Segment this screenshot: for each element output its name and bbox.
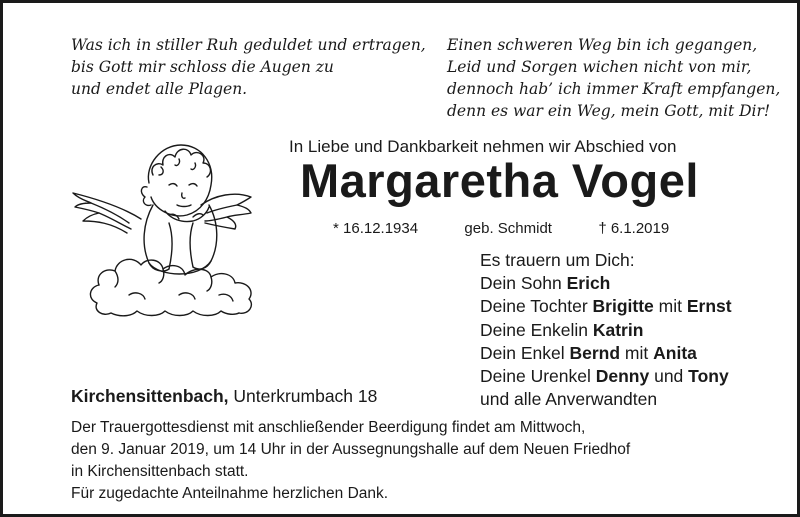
poem-line: Was ich in stiller Ruh geduldet und ertragen, [71,36,426,54]
poem-line: Einen schweren Weg bin ich gegangen, [447,36,758,54]
list-item [480,319,732,342]
mourner-name: Tony [688,366,729,387]
list-item [480,342,732,365]
list-item [480,365,732,388]
connector-text: und [649,366,689,387]
maiden-name: geb. Schmidt [464,220,552,237]
poem-line: Leid und Sorgen wichen nicht von mir, [447,58,752,76]
mourner-name: Anita [653,342,697,363]
mourner-name: Denny [595,366,650,387]
address-town: Kirchensittenbach, [71,386,229,406]
mourners-heading: Es trauern um Dich: [480,250,635,270]
mourners-list [480,249,732,411]
relation-label: Deine Urenkel [480,366,596,387]
poem-left [71,34,426,100]
connector-text: mit [653,296,687,317]
poem-line: dennoch hab’ ich immer Kraft empfangen, [447,80,781,98]
notice-line: Für zugedachte Anteilnahme herzlichen Dank. [71,485,389,502]
deceased-name: Margaretha Vogel [300,154,699,207]
intro-line: In Liebe und Dankbarkeit nehmen wir Abschied von [289,137,677,156]
relation-label: Deine Tochter [480,296,593,317]
address [71,386,377,407]
connector-text: mit [620,342,654,363]
mourner-name: Erich [566,273,611,294]
notice-line: in Kirchensittenbach statt. [71,463,249,480]
mourner-name: Katrin [592,319,644,340]
mourner-name: Bernd [569,342,621,363]
poem-line: bis Gott mir schloss die Augen zu [71,58,334,76]
mourner-name: Brigitte [592,296,654,317]
birth-date: * 16.12.1934 [333,220,419,237]
poem-right [447,34,780,122]
relatives-line: und alle Anverwandten [480,389,658,410]
life-dates [333,220,669,237]
mourner-name: Ernst [686,296,732,317]
funeral-notice [71,417,630,505]
relation-label: Dein Sohn [480,273,567,294]
notice-line: Der Trauergottesdienst mit anschließender Beerdigung findet am Mittwoch, [71,419,586,436]
relation-label: Deine Enkelin [480,319,593,340]
list-item [480,295,732,318]
address-street: Unterkrumbach 18 [228,386,378,406]
relation-label: Dein Enkel [480,342,570,363]
angel-illustration-icon [69,135,259,317]
death-date: † 6.1.2019 [598,220,670,237]
poem-line: und endet alle Plagen. [71,80,248,98]
poem-line: denn es war ein Weg, mein Gott, mit Dir! [447,102,771,120]
list-item [480,272,732,295]
notice-line: den 9. Januar 2019, um 14 Uhr in der Aussegnungshalle auf dem Neuen Friedhof [71,441,631,458]
